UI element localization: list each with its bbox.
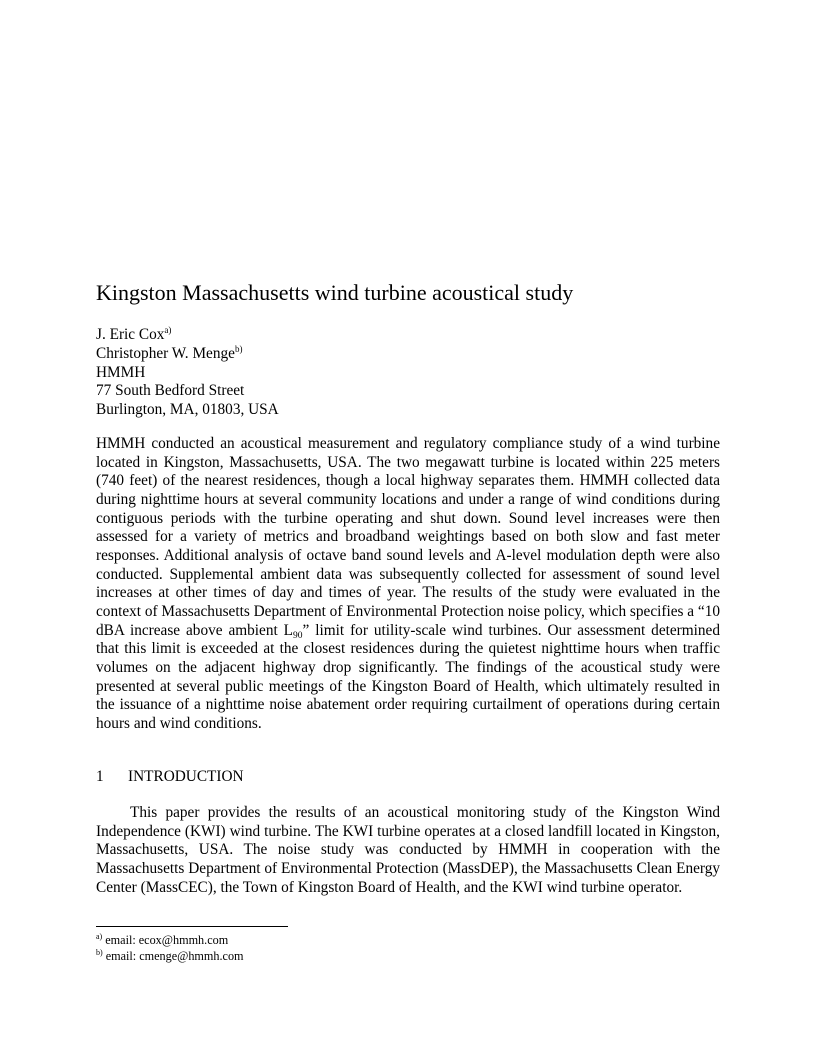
section-title: INTRODUCTION: [128, 768, 244, 785]
author-1-footnote-mark: a): [164, 325, 172, 335]
footnote-b-mark: b): [96, 948, 103, 957]
abstract-part-2: ” limit for utility-scale wind turbines. Our assessment determined that this limit is exceeded at the closest residences during the quietest nighttime hours when traffic volumes on the adjacent highway drop significantly. The findings of the acoustical study were presented at several public meetings of the Kingston Board of Health, which ultimately resulted in the issuance of a nighttime noise abatement order requiring curtailment of operations during certain hours and wind conditions.: [96, 621, 720, 732]
intro-paragraph: This paper provides the results of an acoustical monitoring study of the Kingston Wind Independence (KWI) wind turbine. The KWI turbine operates at a closed landfill located in Kingston, Massachusetts, USA. The noise study was conducted by HMMH in cooperation with the Massachusetts Department of Environmental Protection (MassDEP), the Massachusetts Clean Energy Center (MassCEC), the Town of Kingston Board of Health, and the KWI wind turbine operator.: [96, 804, 720, 896]
affiliation-org: HMMH: [96, 363, 146, 381]
affiliation-city: Burlington, MA, 01803, USA: [96, 401, 279, 419]
section-heading: [96, 767, 244, 787]
author-2-footnote-mark: b): [234, 343, 243, 354]
footnotes: [96, 932, 244, 964]
footnote-divider: [96, 926, 288, 927]
footnote-a-text: email: ecox@hmmh.com: [102, 933, 229, 947]
author-2: [96, 345, 279, 364]
author-1: [96, 326, 279, 345]
affiliation-street: 77 South Bedford Street: [96, 382, 245, 400]
author-2-name: Christopher W. Menge: [96, 344, 235, 362]
paper-title: Kingston Massachusetts wind turbine acoustical study: [96, 280, 574, 305]
abstract: [96, 435, 720, 734]
footnote-b: [96, 948, 244, 964]
abstract-part-1: HMMH conducted an acoustical measurement and regulatory compliance study of a wind turbine located in Kingston, Massachusetts, USA. The two megawatt turbine is located within 225 meters (740 feet) of the nearest residences, though a local highway separates them. HMMH collected data during nighttime hours at several community locations and under a range of wind conditions during contiguous periods with the turbine operating and shut down. Sound level increases were then assessed for a variety of metrics and broadband weightings based on both slow and fast meter responses. Additional analysis of octave band sound levels and A-level modulation depth were also conducted. Supplemental ambient data was subsequently collected for assessment of sound level increases at other times of day and times of year. The results of the study were evaluated in the context of Massachusetts Department of Environmental Protection noise policy, which specifies a “10 dBA increase above ambient L: [96, 435, 720, 639]
footnote-a-mark: a): [96, 932, 103, 941]
footnote-a: [96, 932, 244, 948]
abstract-subscript: 90: [293, 630, 303, 641]
author-1-name: J. Eric Cox: [96, 326, 165, 343]
section-number: 1: [96, 768, 104, 785]
author-block: [96, 326, 279, 420]
footnote-b-text: email: cmenge@hmmh.com: [102, 949, 244, 963]
